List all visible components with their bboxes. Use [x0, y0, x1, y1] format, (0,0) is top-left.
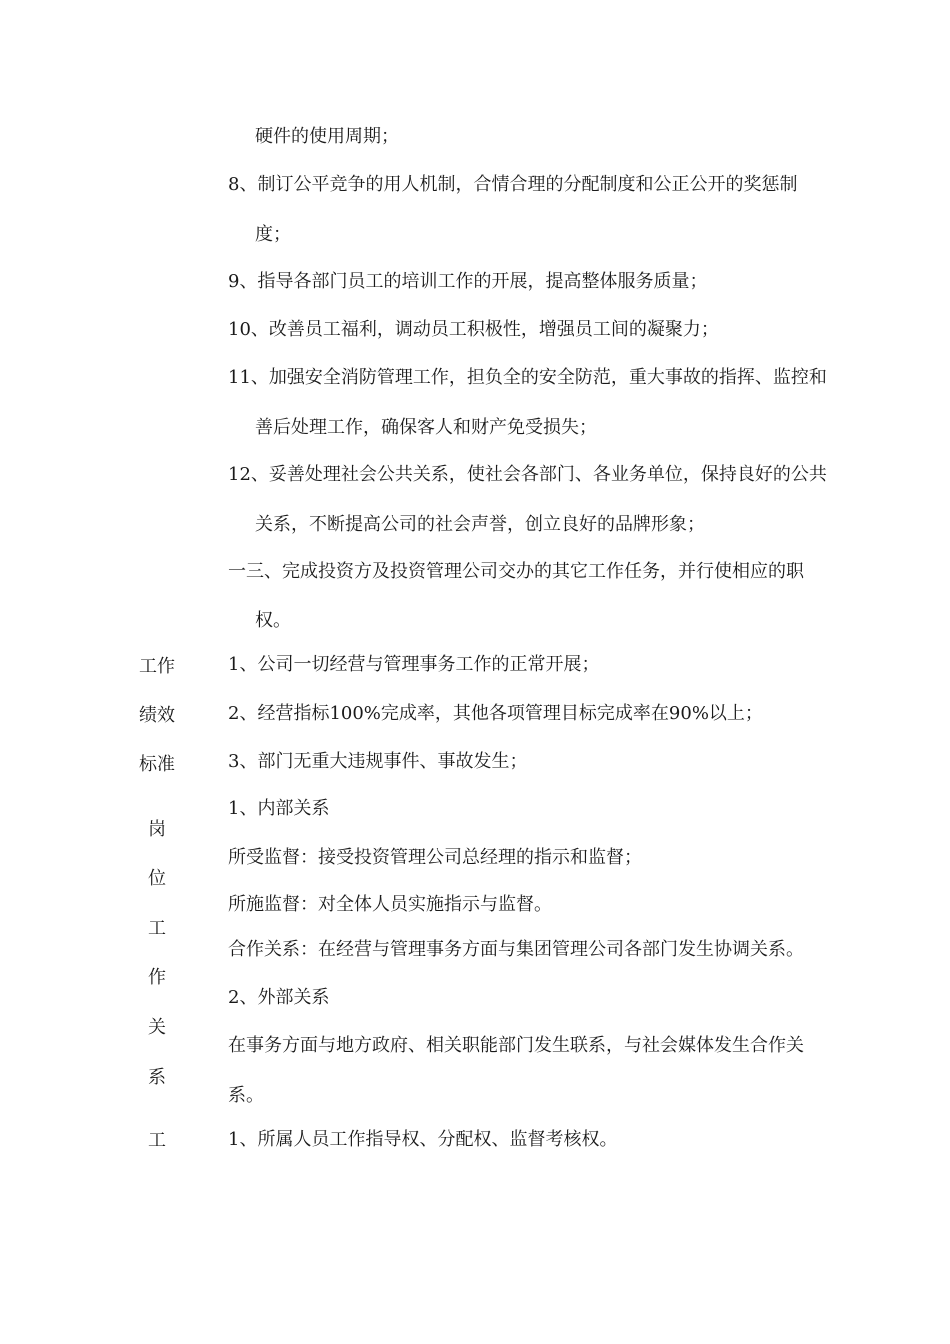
text-line: 所受监督：接受投资管理公司总经理的指示和监督；: [228, 847, 642, 868]
side-label-performance: 工作: [139, 656, 175, 677]
side-label-performance: 绩效: [139, 705, 175, 726]
text-line: 3、部门无重大违规事件、事故发生；: [228, 751, 528, 772]
text-line: 合作关系：在经营与管理事务方面与集团管理公司各部门发生协调关系。: [228, 939, 804, 960]
text-line: 2、外部关系: [228, 987, 330, 1008]
text-line: 1、内部关系: [228, 798, 330, 819]
side-label-relations: 岗: [148, 819, 166, 840]
text-line: 在事务方面与地方政府、相关职能部门发生联系，与社会媒体发生合作关: [228, 1035, 804, 1056]
side-label-relations: 工: [148, 918, 166, 939]
text-line: 12、妥善处理社会公共关系，使社会各部门、各业务单位，保持良好的公共: [228, 464, 827, 485]
side-label-relations: 系: [148, 1067, 166, 1088]
text-line: 硬件的使用周期；: [255, 126, 399, 147]
text-line: 1、公司一切经营与管理事务工作的正常开展；: [228, 654, 600, 675]
text-line: 善后处理工作，确保客人和财产免受损失；: [255, 417, 597, 438]
text-line: 度；: [255, 224, 291, 245]
text-line: 2、经营指标100%完成率，其他各项管理目标完成率在90%以上；: [228, 703, 763, 724]
side-label-relations: 位: [148, 868, 166, 889]
text-line: 9、指导各部门员工的培训工作的开展，提高整体服务质量；: [228, 271, 708, 292]
text-line: 10、改善员工福利，调动员工积极性，增强员工间的凝聚力；: [228, 319, 719, 340]
side-label-relations: 关: [148, 1017, 166, 1038]
side-label-authority: 工: [148, 1130, 166, 1151]
side-label-performance: 标准: [139, 754, 175, 775]
text-line: 所施监督：对全体人员实施指示与监督。: [228, 894, 552, 915]
text-line: 1、所属人员工作指导权、分配权、监督考核权。: [228, 1129, 618, 1150]
text-line: 系。: [228, 1085, 264, 1106]
text-line: 一三、完成投资方及投资管理公司交办的其它工作任务，并行使相应的职: [228, 561, 804, 582]
text-line: 11、加强安全消防管理工作，担负全的安全防范，重大事故的指挥、监控和: [228, 367, 827, 388]
text-line: 权。: [255, 610, 291, 631]
text-line: 关系，不断提高公司的社会声誉，创立良好的品牌形象；: [255, 514, 705, 535]
text-line: 8、制订公平竞争的用人机制，合情合理的分配制度和公正公开的奖惩制: [228, 174, 798, 195]
side-label-relations: 作: [148, 967, 166, 988]
